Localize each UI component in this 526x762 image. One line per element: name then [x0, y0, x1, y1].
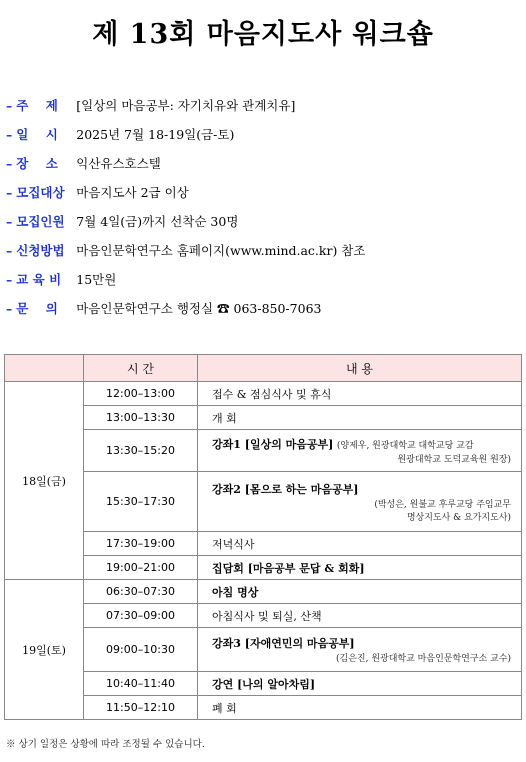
table-header-row — [5, 355, 522, 382]
table-header-content: 내 용 — [198, 355, 522, 382]
content-cell — [198, 406, 522, 430]
info-label: 일 시 — [16, 127, 58, 142]
content-text: 강좌2 [몸으로 하는 마음공부] — [212, 482, 359, 496]
footer-note: ※ 상기 일정은 상황에 따라 조정될 수 있습니다. — [6, 739, 205, 750]
info-row-fee: – 교 육 비 15만원 — [6, 272, 117, 287]
info-value: 익산유스호스텔 — [76, 156, 161, 171]
info-label: 주 제 — [16, 98, 58, 113]
info-row-contact: – 문 의 마음인문학연구소 행정실 ☎ 063-850-7063 — [6, 301, 322, 316]
info-label: 교 육 비 — [16, 272, 62, 287]
speaker-note: 원광대학교 도덕교육원 원장) — [397, 455, 511, 465]
day-cell: 19일(토) — [5, 580, 84, 720]
content-cell — [198, 696, 522, 720]
content-cell — [198, 430, 522, 472]
table-header-blank — [5, 355, 84, 382]
content-text: 강좌1 [일상의 마음공부] — [212, 438, 334, 451]
time-cell: 15:30–17:30 — [84, 472, 198, 532]
info-label: 장 소 — [16, 156, 58, 171]
content-text: 폐 회 — [212, 701, 237, 715]
info-value: 7월 4일(금)까지 선착순 30명 — [76, 214, 239, 229]
content-text: 접수 & 점심식사 및 휴식 — [212, 387, 332, 401]
schedule-table — [4, 354, 522, 720]
content-cell — [198, 628, 522, 672]
info-row-capacity: – 모집인원 7월 4일(금)까지 선착순 30명 — [6, 214, 239, 229]
content-cell — [198, 532, 522, 556]
content-text: 아침 명상 — [212, 585, 259, 599]
time-cell: 11:50–12:10 — [84, 696, 198, 720]
speaker-note: (김은진, 원광대학교 마음인문학연구소 교수) — [336, 654, 511, 664]
content-cell — [198, 672, 522, 696]
info-value: [일상의 마음공부: 자기치유와 관계치유] — [76, 98, 296, 113]
content-text: 저녁식사 — [212, 537, 255, 551]
table-row — [5, 580, 522, 604]
content-cell — [198, 382, 522, 406]
time-cell: 12:00–13:00 — [84, 382, 198, 406]
content-text: 강좌3 [자애연민의 마음공부] — [212, 637, 355, 650]
info-label: 모집인원 — [16, 214, 65, 229]
day-cell: 18일(금) — [5, 382, 84, 580]
table-row — [5, 382, 522, 406]
content-text: 강연 [나의 알아차림] — [212, 677, 316, 691]
info-label: 모집대상 — [16, 185, 65, 200]
content-cell — [198, 472, 522, 532]
info-value: 마음인문학연구소 홈페이지(www.mind.ac.kr) 참조 — [76, 243, 366, 258]
info-row-apply: – 신청방법 마음인문학연구소 홈페이지(www.mind.ac.kr) 참조 — [6, 243, 366, 258]
info-label: 문 의 — [16, 301, 58, 316]
time-cell: 17:30–19:00 — [84, 532, 198, 556]
content-cell — [198, 556, 522, 580]
info-value: 마음인문학연구소 행정실 ☎ 063-850-7063 — [76, 301, 322, 316]
time-cell: 13:30–15:20 — [84, 430, 198, 472]
info-value: 마음지도사 2급 이상 — [76, 185, 189, 200]
time-cell: 10:40–11:40 — [84, 672, 198, 696]
time-cell: 13:00–13:30 — [84, 406, 198, 430]
info-value: 15만원 — [76, 272, 117, 287]
content-text: 아침식사 및 퇴실, 산책 — [212, 609, 322, 623]
time-cell: 06:30–07:30 — [84, 580, 198, 604]
info-row-place: – 장 소 익산유스호스텔 — [6, 156, 161, 171]
speaker-note: (양제우, 원광대학교 대학교당 교감 — [336, 441, 474, 451]
time-cell: 19:00–21:00 — [84, 556, 198, 580]
content-text: 개 회 — [212, 411, 237, 425]
info-label: 신청방법 — [16, 243, 65, 258]
content-cell — [198, 580, 522, 604]
speaker-note: (박성은, 원불교 후루교당 주임교무 — [374, 499, 511, 510]
info-row-target: – 모집대상 마음지도사 2급 이상 — [6, 185, 189, 200]
content-text: 집담회 [마음공부 문답 & 회화] — [212, 561, 365, 575]
content-cell — [198, 604, 522, 628]
table-header-time: 시 간 — [84, 355, 198, 382]
time-cell: 09:00–10:30 — [84, 628, 198, 672]
page-title: 제 13회 마음지도사 워크숍 — [92, 19, 434, 50]
info-value: 2025년 7월 18-19일(금-토) — [76, 127, 235, 142]
time-cell: 07:30–09:00 — [84, 604, 198, 628]
speaker-note: 명상지도사 & 요가지도사) — [406, 512, 511, 523]
info-row-topic: – 주 제 [일상의 마음공부: 자기치유와 관계치유] — [6, 98, 296, 113]
info-row-date: – 일 시 2025년 7월 18-19일(금-토) — [6, 127, 235, 142]
